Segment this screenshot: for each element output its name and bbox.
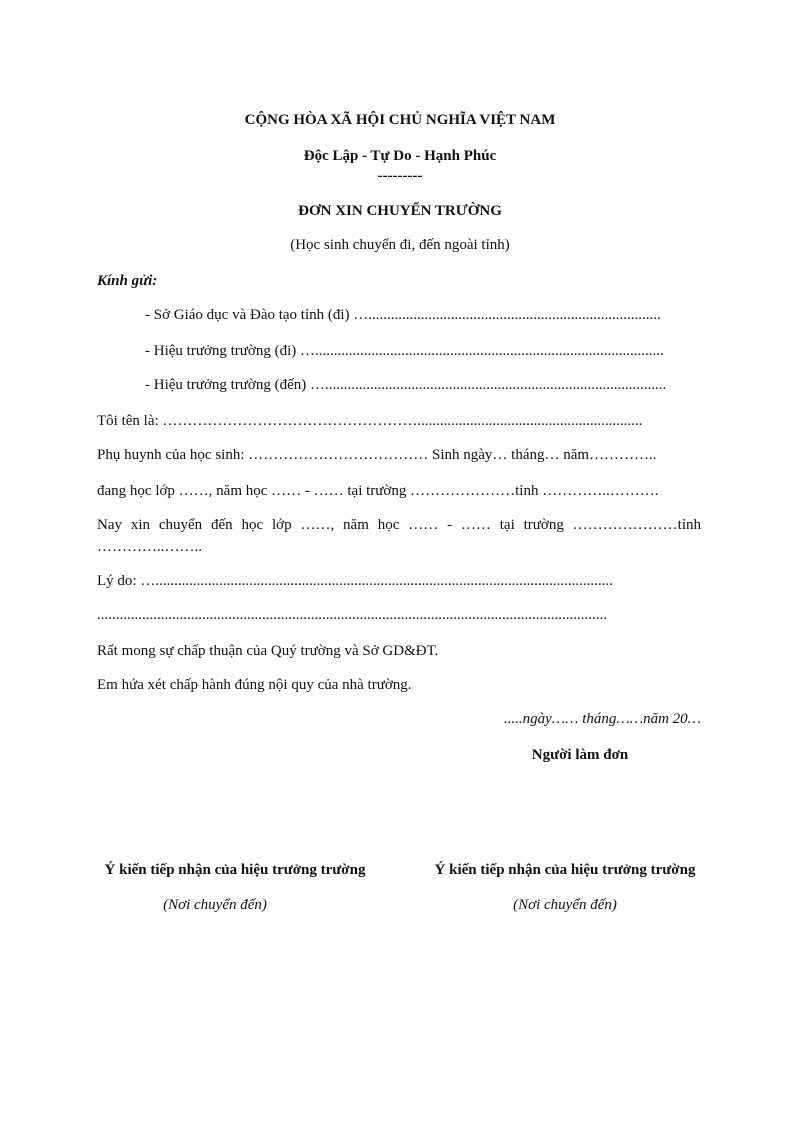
parent-field-line[interactable]: Phụ huynh của học sinh: ……………………………… Sinh ngày… tháng… năm………….. xyxy=(97,447,657,463)
approval-right-title: Ý kiến tiếp nhận của hiệu trưởng trường xyxy=(434,862,696,878)
date-line[interactable]: .....ngày…… tháng……năm 20… xyxy=(503,711,701,727)
approval-left xyxy=(80,860,390,880)
applicant-label: Người làm đơn xyxy=(531,747,629,763)
national-title: CỘNG HÒA XÃ HỘI CHỦ NGHĨA VIỆT NAM xyxy=(244,112,556,128)
motto: Độc Lập - Tự Do - Hạnh Phúc xyxy=(303,148,497,164)
approval-left-title: Ý kiến tiếp nhận của hiệu trưởng trường xyxy=(104,862,366,878)
approval-right xyxy=(410,860,720,880)
approval-right-note: (Nơi chuyển đến) xyxy=(513,897,617,913)
recipient-principal-to[interactable]: - Hiệu trưởng trường (đến) …........................................................................................... xyxy=(145,377,667,393)
header-divider: --------- xyxy=(377,168,423,184)
closing-request: Rất mong sự chấp thuận của Quý trường và Sở GD&ĐT. xyxy=(97,643,439,659)
form-title: ĐƠN XIN CHUYỂN TRƯỜNG xyxy=(298,203,502,219)
form-subtitle: (Học sinh chuyển đi, đến ngoài tỉnh) xyxy=(290,237,510,253)
approval-left-note: (Nơi chuyển đến) xyxy=(163,897,267,913)
transfer-field-line[interactable]: Nay xin chuyển đến học lớp ……, năm học …… - …… tại trường …………………tỉnh xyxy=(97,517,701,533)
class-field-line[interactable]: đang học lớp ……, năm học …… - …… tại trường …………………tỉnh …………..………. xyxy=(97,483,659,499)
recipient-department[interactable]: - Sở Giáo dục và Đào tạo tỉnh (đi) ….............................................................................. xyxy=(145,307,661,323)
reason-field-line[interactable]: Lý do: ….......................................................................................................................... xyxy=(97,573,613,589)
closing-promise: Em hứa xét chấp hành đúng nội quy của nhà trường. xyxy=(97,677,412,693)
recipient-principal-from[interactable]: - Hiệu trưởng trường (đi) …............................................................................................. xyxy=(145,343,664,359)
salutation: Kính gửi: xyxy=(97,273,158,289)
transfer-field-line-continued[interactable]: …………..…….. xyxy=(97,539,202,555)
reason-field-line-continued[interactable]: ........................................................................................................................................ xyxy=(97,607,607,623)
name-field-line[interactable]: Tôi tên là: ……………………………………………............................................................ xyxy=(97,413,643,429)
